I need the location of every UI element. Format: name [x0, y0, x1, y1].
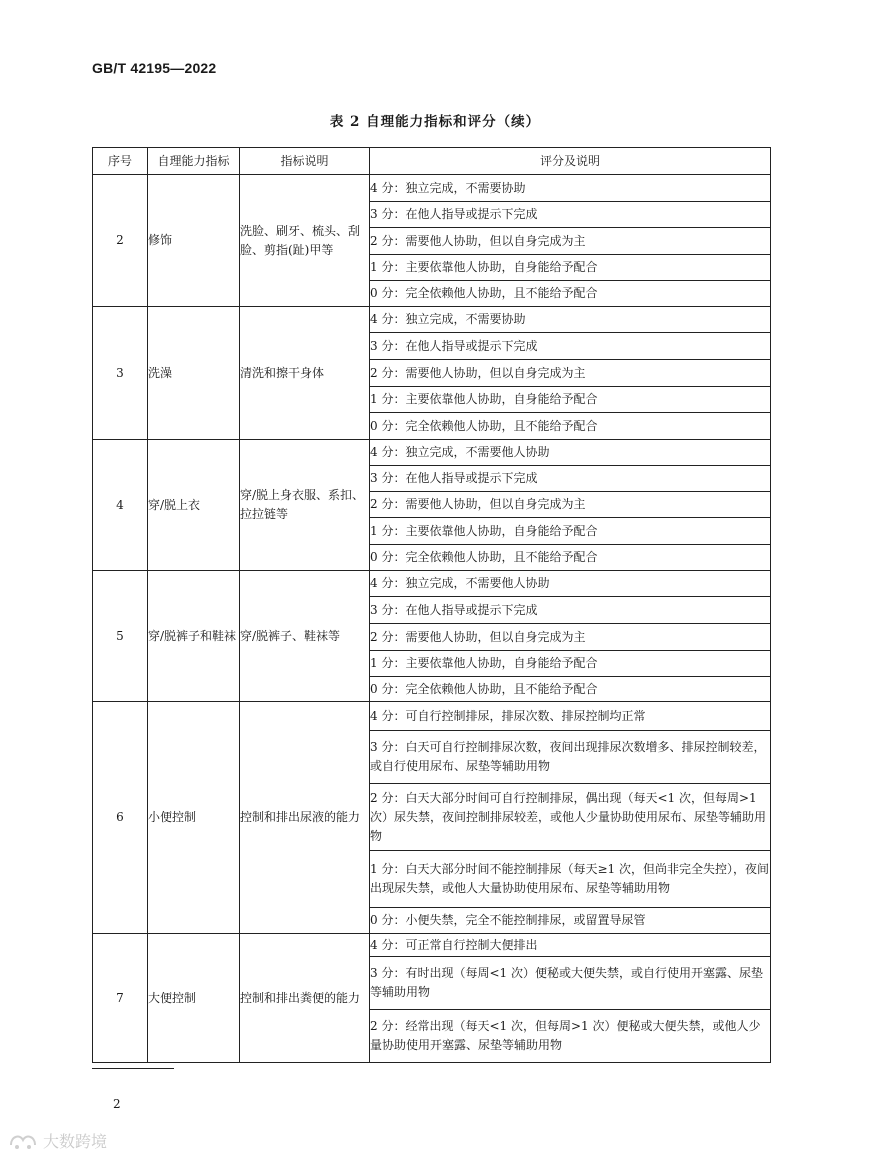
score-item: 2 分：需要他人协助，但以自身完成为主 [370, 492, 771, 518]
score-item: 4 分：可自行控制排尿，排尿次数、排尿控制均正常 [370, 702, 771, 731]
indicator-description: 穿/脱裤子、鞋袜等 [240, 571, 370, 702]
score-item: 3 分：在他人指导或提示下完成 [370, 597, 771, 624]
watermark [8, 1129, 107, 1152]
table-row [93, 571, 771, 597]
row-no: 2 [93, 175, 148, 307]
score-item: 4 分：独立完成，不需要他人协助 [370, 571, 771, 597]
column-header-description: 指标说明 [240, 148, 370, 175]
score-item: 3 分：有时出现（每周<1 次）便秘或大便失禁，或自行使用开塞露、尿垫等辅助用物 [370, 957, 771, 1010]
indicator-name: 小便控制 [148, 702, 240, 934]
score-item: 2 分：需要他人协助，但以自身完成为主 [370, 624, 771, 651]
score-item: 0 分：完全依赖他人协助，且不能给予配合 [370, 545, 771, 571]
table-row [93, 440, 771, 466]
table-row [93, 702, 771, 731]
score-item: 0 分：完全依赖他人协助，且不能给予配合 [370, 413, 771, 440]
row-no: 4 [93, 440, 148, 571]
score-item: 3 分：在他人指导或提示下完成 [370, 333, 771, 360]
score-item: 0 分：完全依赖他人协助，且不能给予配合 [370, 281, 771, 307]
table-title: 表 2 自理能力指标和评分（续） [329, 114, 541, 130]
score-item: 1 分：主要依靠他人协助，自身能给予配合 [370, 255, 771, 281]
row-no: 3 [93, 307, 148, 440]
column-header-no: 序号 [93, 148, 148, 175]
row-no: 6 [93, 702, 148, 934]
score-item: 2 分：需要他人协助，但以自身完成为主 [370, 228, 771, 255]
indicator-name: 穿/脱上衣 [148, 440, 240, 571]
indicator-description: 清洗和擦干身体 [240, 307, 370, 440]
row-no: 7 [93, 934, 148, 1063]
column-header-score: 评分及说明 [370, 148, 771, 175]
watermark-text: 大数跨境 [43, 1132, 108, 1151]
score-item: 4 分：独立完成，不需要协助 [370, 175, 771, 202]
indicator-description: 控制和排出尿液的能力 [240, 702, 370, 934]
indicator-name: 修饰 [148, 175, 240, 307]
score-item: 4 分：可正常自行控制大便排出 [370, 934, 771, 957]
score-item: 0 分：小便失禁，完全不能控制排尿，或留置导尿管 [370, 908, 771, 934]
indicator-description: 洗脸、刷牙、梳头、刮脸、剪指(趾)甲等 [240, 175, 370, 307]
score-item: 3 分：在他人指导或提示下完成 [370, 466, 771, 492]
score-item: 1 分：白天大部分时间不能控制排尿（每天≥1 次，但尚非完全失控），夜间出现尿失禁，或他人大量协助使用尿布、尿垫等辅助用物 [370, 851, 771, 908]
score-item: 3 分：在他人指导或提示下完成 [370, 202, 771, 228]
indicator-name: 大便控制 [148, 934, 240, 1063]
score-item: 2 分：白天大部分时间可自行控制排尿，偶出现（每天<1 次，但每周>1 次）尿失禁，夜间控制排尿较差，或他人少量协助使用尿布、尿垫等辅助用物 [370, 784, 771, 851]
table-row [93, 307, 771, 333]
indicator-description: 穿/脱上身衣服、系扣、拉拉链等 [240, 440, 370, 571]
footnote-divider [92, 1068, 174, 1069]
indicator-name: 洗澡 [148, 307, 240, 440]
score-item: 1 分：主要依靠他人协助，自身能给予配合 [370, 387, 771, 413]
self-care-score-table [92, 147, 771, 1063]
table-row [93, 934, 771, 957]
watermark-logo-icon [8, 1131, 38, 1151]
score-item: 4 分：独立完成，不需要协助 [370, 307, 771, 333]
column-header-indicator: 自理能力指标 [148, 148, 240, 175]
table-row [93, 175, 771, 202]
row-no: 5 [93, 571, 148, 702]
score-item: 3 分：白天可自行控制排尿次数，夜间出现排尿次数增多、排尿控制较差，或自行使用尿布、尿垫等辅助用物 [370, 731, 771, 784]
score-item: 0 分：完全依赖他人协助，且不能给予配合 [370, 677, 771, 702]
standard-code: GB/T 42195—2022 [92, 60, 217, 76]
score-item: 1 分：主要依靠他人协助，自身能给予配合 [370, 651, 771, 677]
score-item: 1 分：主要依靠他人协助，自身能给予配合 [370, 518, 771, 545]
score-item: 2 分：经常出现（每天<1 次，但每周>1 次）便秘或大便失禁，或他人少量协助使用开塞露、尿垫等辅助用物 [370, 1010, 771, 1063]
table-header-row [93, 148, 771, 175]
indicator-name: 穿/脱裤子和鞋袜 [148, 571, 240, 702]
score-item: 4 分：独立完成，不需要他人协助 [370, 440, 771, 466]
indicator-description: 控制和排出粪便的能力 [240, 934, 370, 1063]
score-item: 2 分：需要他人协助，但以自身完成为主 [370, 360, 771, 387]
page-number: 2 [113, 1097, 121, 1111]
